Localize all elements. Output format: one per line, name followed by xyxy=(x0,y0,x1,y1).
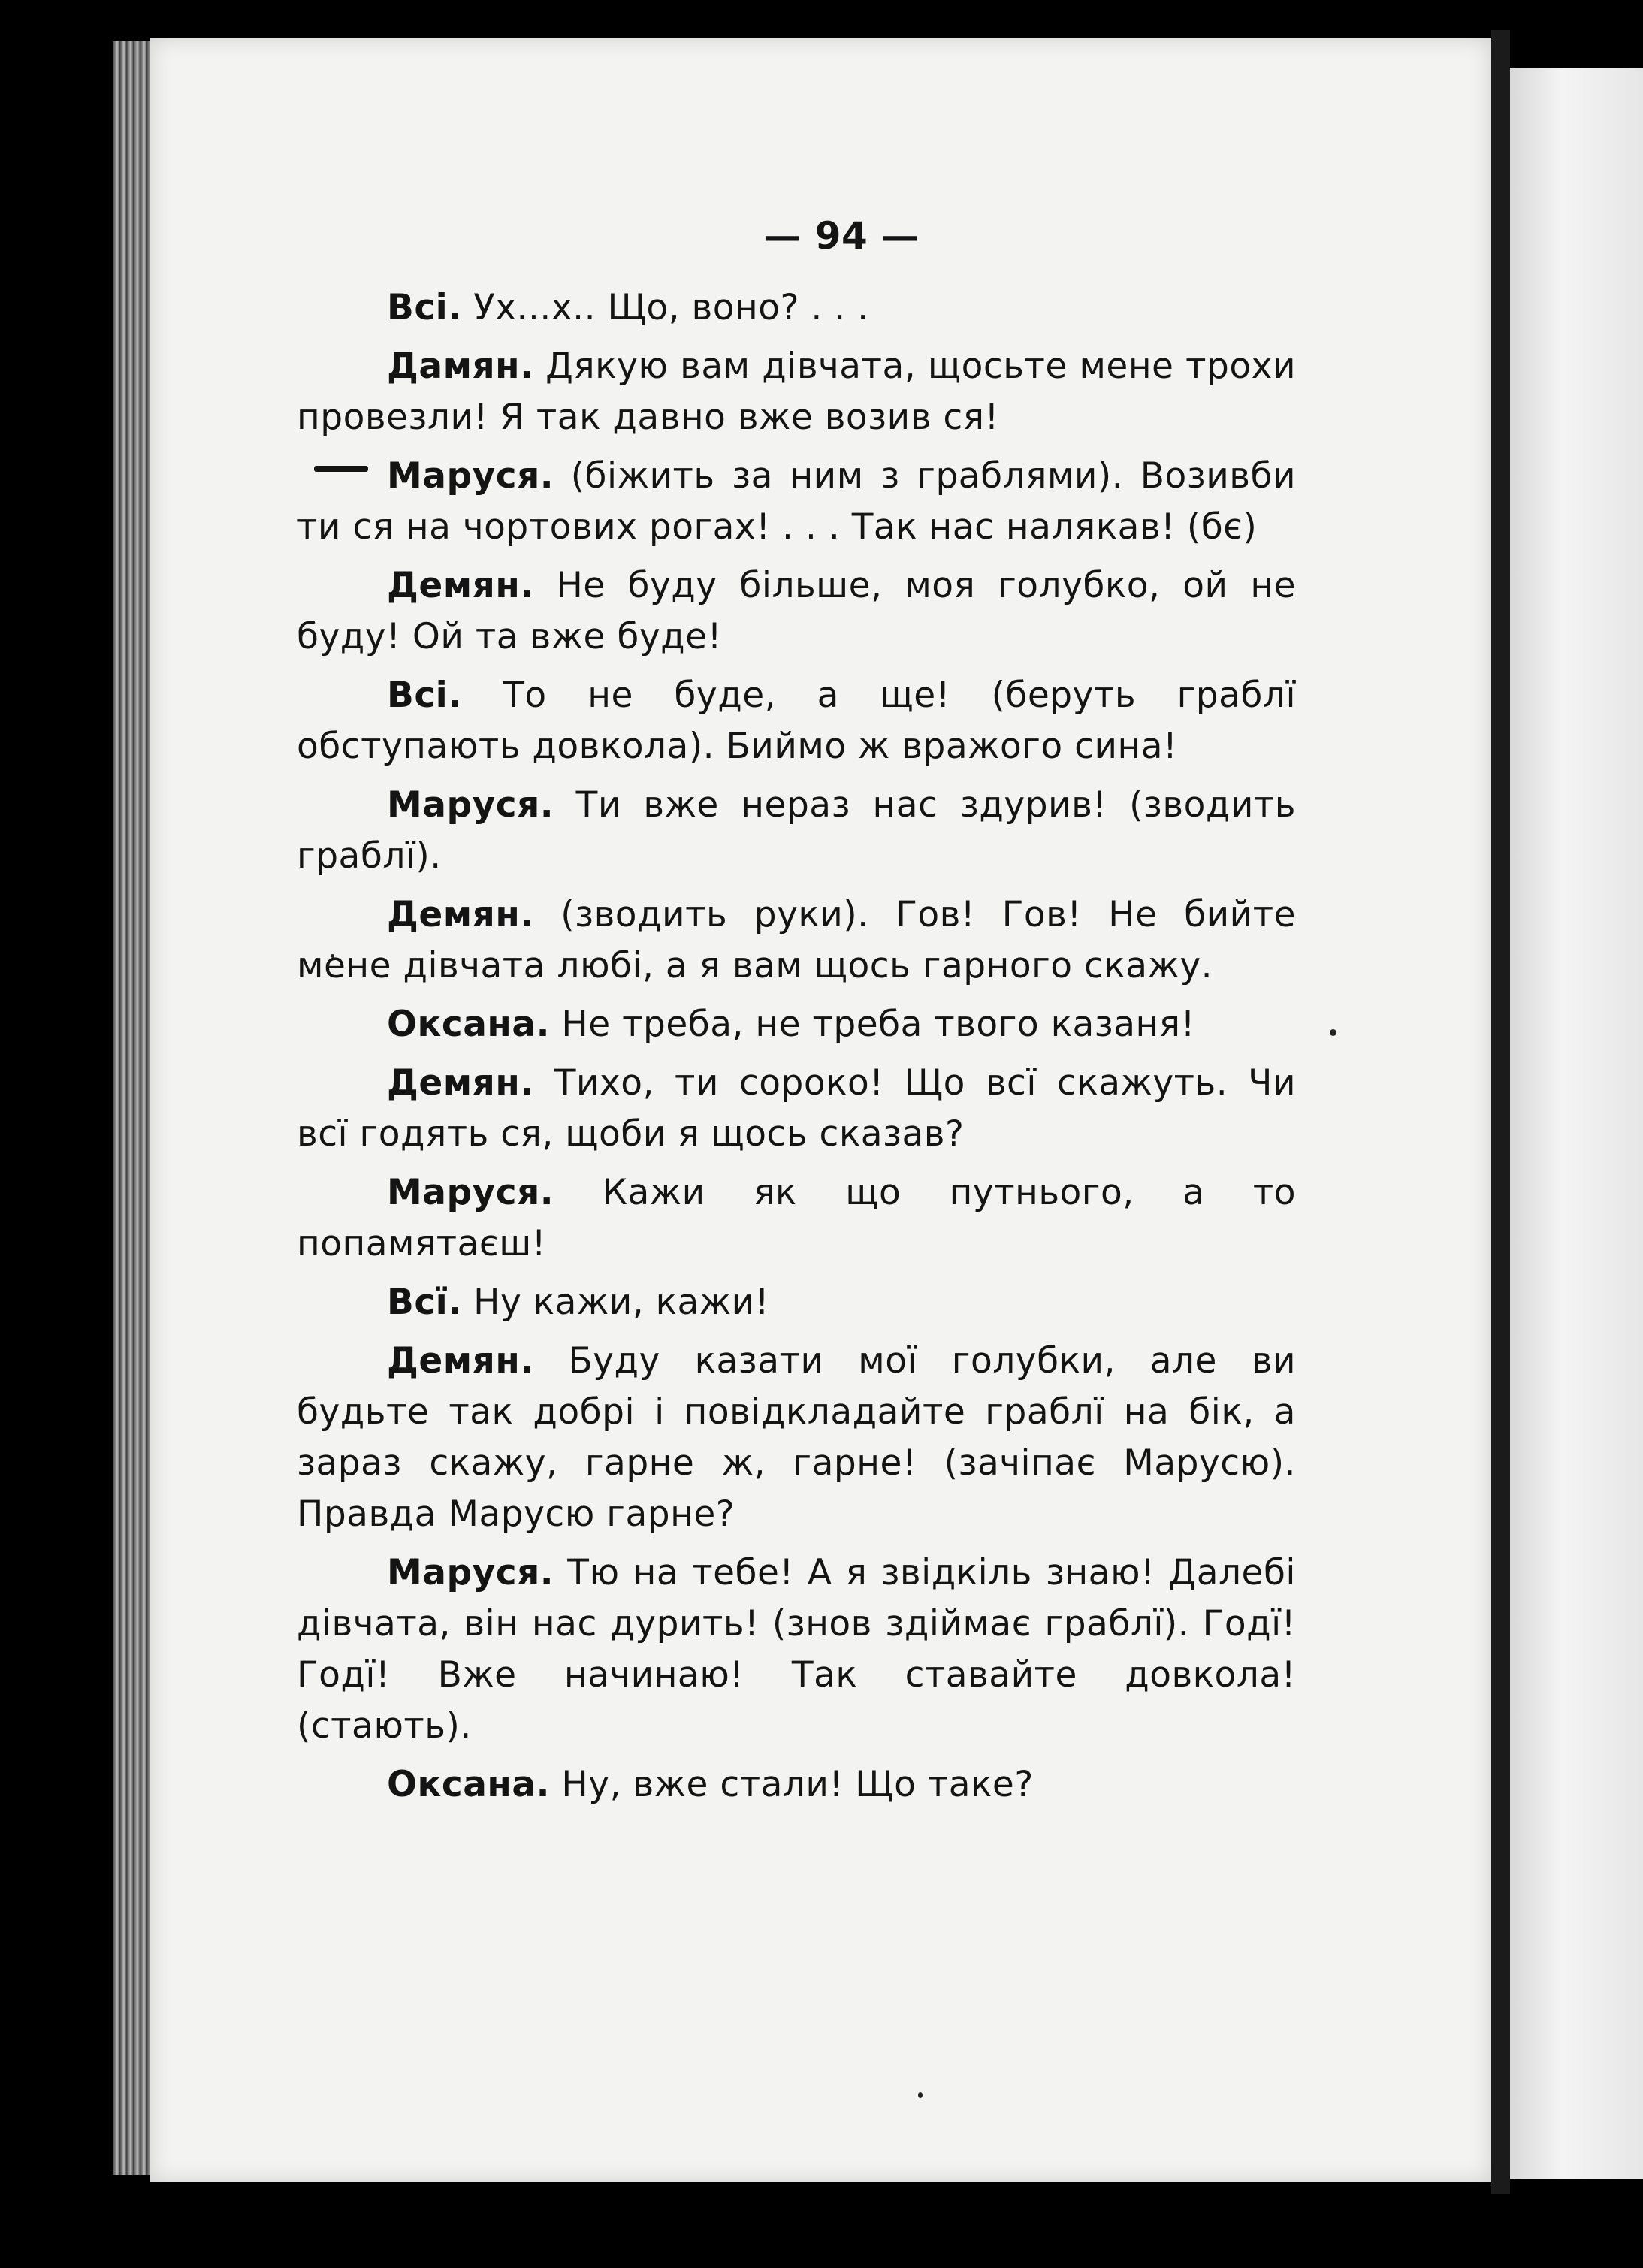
line-text: То не буде, а ще! (беруть граблї обступають довкола). Биймо ж вражого сина! xyxy=(297,675,1296,767)
dialogue-line xyxy=(297,1336,1296,1540)
dialogue-line xyxy=(297,1759,1296,1810)
line-text: Ти вже нераз нас здурив! (зводить граблї). xyxy=(297,784,1296,877)
dialogue-line xyxy=(297,341,1296,443)
speaker-name: Всї. xyxy=(387,1282,462,1323)
facing-page-edge xyxy=(1510,68,1643,2179)
dialogue-line xyxy=(297,560,1296,663)
dialogue-line xyxy=(297,1548,1296,1752)
line-text: Кажи як що путнього, а то попамятаєш! xyxy=(297,1172,1296,1264)
dialogue-line xyxy=(297,670,1296,772)
line-text: Буду казати мої голубки, але ви будьте так добрі і повідкладайте граблї на бік, а зараз скажу, гарне ж, гарне! (зачіпає Марусю). Правда Марусю гарне? xyxy=(297,1340,1296,1535)
line-text: Не треба, не треба твого казаня! xyxy=(549,1004,1195,1045)
dialogue-line xyxy=(297,780,1296,882)
speaker-name: Маруся. xyxy=(387,1552,554,1593)
line-text: (зводить руки). Гов! Гов! Не бийте мене дівчата любі, а я вам щось гарного скажу. xyxy=(297,894,1296,986)
speaker-name: Демян. xyxy=(387,1340,534,1382)
speaker-name: Оксана. xyxy=(387,1004,550,1045)
speaker-name: Демян. xyxy=(387,565,534,606)
line-text: Ух...х.. Що, воно? . . . xyxy=(461,287,869,328)
dialogue-line xyxy=(297,1058,1296,1160)
speaker-name: Демян. xyxy=(387,1062,534,1104)
speaker-name: Всі. xyxy=(387,287,462,328)
speaker-name: Всі. xyxy=(387,675,462,716)
speaker-name: Маруся. xyxy=(387,455,554,497)
book-spine xyxy=(1491,30,1510,2194)
line-text: (біжить за ним з граблями). Возивби ти ся на чортових рогах! . . . Так нас налякав! (бє) xyxy=(297,455,1296,548)
dialogue-line xyxy=(297,889,1296,992)
line-text: Ну кажи, кажи! xyxy=(461,1282,770,1323)
line-text: Тихо, ти сороко! Що всї скажуть. Чи всї годять ся, щоби я щось сказав? xyxy=(297,1062,1296,1155)
line-text: Тю на тебе! А я звідкіль знаю! Далебі дівчата, він нас дурить! (знов здіймає граблї). Годї! Годї! Вже начинаю! Так ставайте довкола! (стають). xyxy=(297,1552,1296,1747)
dialogue-line xyxy=(297,451,1296,553)
ink-speck xyxy=(918,2092,923,2098)
page-number: — 94 — xyxy=(763,214,920,258)
speaker-name: Маруся. xyxy=(387,784,554,826)
line-text: Не буду більше, моя голубко, ой не буду! Ой та вже буде! xyxy=(297,565,1296,657)
line-text: Дякую вам дівчата, щосьте мене трохи провезли! Я так давно вже возив ся! xyxy=(297,346,1296,438)
page-text xyxy=(297,210,1296,1818)
dialogue-line xyxy=(297,1277,1296,1328)
dialogue-line xyxy=(297,282,1296,334)
speaker-name: Маруся. xyxy=(387,1172,554,1213)
speaker-name: Дамян. xyxy=(387,346,534,387)
speaker-name: Демян. xyxy=(387,894,534,935)
dialogue-line xyxy=(297,1167,1296,1270)
line-text: Ну, вже стали! Що таке? xyxy=(549,1764,1034,1805)
speaker-name: Оксана. xyxy=(387,1764,550,1805)
dialogue-line xyxy=(297,999,1296,1050)
ink-speck xyxy=(1330,1029,1336,1036)
